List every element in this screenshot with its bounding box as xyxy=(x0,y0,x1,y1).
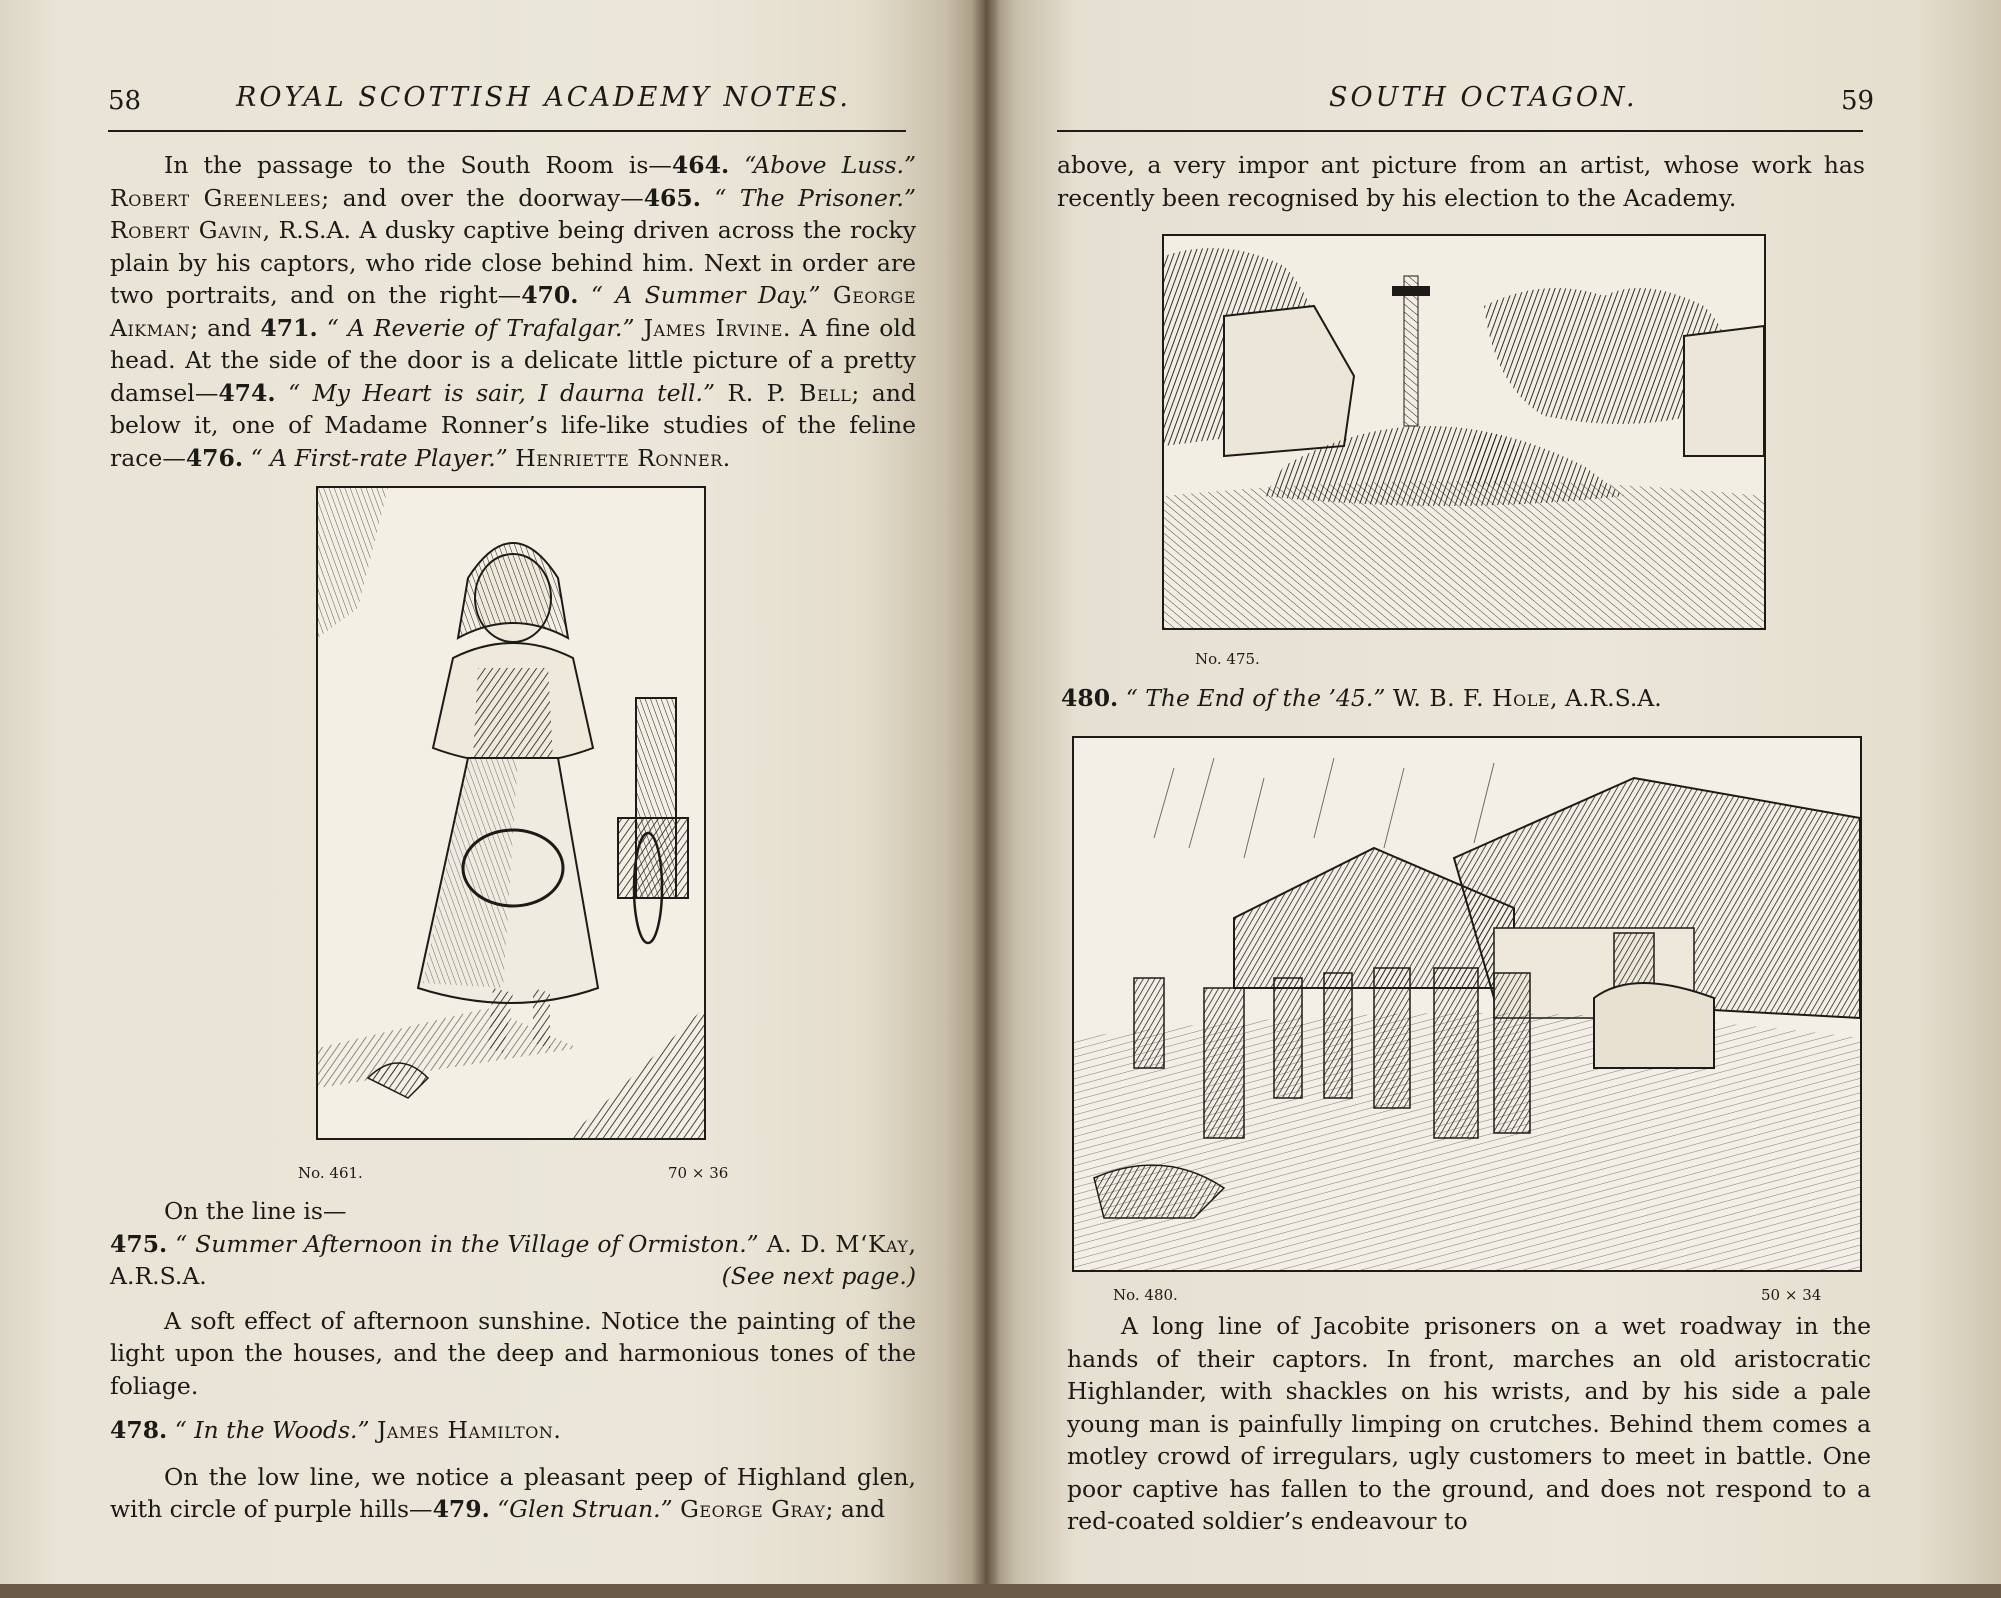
right-page xyxy=(985,0,2001,1598)
book-gutter xyxy=(972,0,1000,1598)
jacobite-prisoners-engraving xyxy=(1074,738,1860,1270)
caption-dimensions: 50 × 34 xyxy=(1761,1286,1822,1304)
caption-number: No. 461. xyxy=(298,1164,363,1182)
page-number: 58 xyxy=(108,86,142,116)
left-page xyxy=(0,0,985,1598)
paragraph-475: A soft effect of afternoon sunshine. Notice the painting of the light upon the houses, and the deep and harmonious tones of the foliage. xyxy=(110,1306,916,1400)
illustration-475 xyxy=(1162,234,1766,630)
illustration-461 xyxy=(316,486,706,1140)
caption-dimensions: 70 × 36 xyxy=(668,1164,729,1182)
header-rule xyxy=(108,130,906,132)
entry-478: 478. “ In the Woods.” James Hamilton. xyxy=(110,1416,561,1444)
paragraph-464-476: In the passage to the South Room is—464. “Above Luss.” Robert Greenlees; and over the doorway—465. “ The Prisoner.” Robert Gavin, R.S.A. A dusky captive being driven across the rocky plain by his captors, who ride close behind him. Next in order are two portraits, and on the right—470. “ A Summer Day.” George Aikman; and 471. “ A Reverie of Trafalgar.” James Irvine. A fine old head. At the side of the door is a delicate little picture of a pretty damsel—474. “ My Heart is sair, I daurna tell.” R. P. Bell; and below it, one of Madame Ronner’s life-like studies of the feline race—476. “ A First-rate Player.” Henriette Ronner. xyxy=(110,151,917,472)
entry-475: 475. “ Summer Afternoon in the Village of Ormiston.” A. D. M‘Kay, A.R.S.A. (See next page.) xyxy=(110,1229,916,1290)
paragraph-480: A long line of Jacobite prisoners on a wet roadway in the hands of their captors. In front, marches an old aristocratic Highlander, with shackles on his wrists, and by his side a pale young man is painfully limping on crutches. Behind them comes a motley crowd of irregulars, ugly customers to meet in battle. One poor captive has fallen to the ground, and does not respond to a red-coated soldier’s endeavour to xyxy=(1067,1312,1871,1535)
on-the-line-text: On the line is— xyxy=(164,1197,347,1225)
paragraph-479: On the low line, we notice a pleasant peep of Highland glen, with circle of purple hills—479. “Glen Struan.” George Gray; and xyxy=(110,1462,916,1523)
caption-number: No. 480. xyxy=(1113,1286,1178,1304)
caption-number: No. 475. xyxy=(1195,650,1260,668)
page-number: 59 xyxy=(1841,86,1875,116)
header-rule xyxy=(1057,130,1863,132)
section-on-the-line xyxy=(110,1195,916,1526)
page-bottom-edge xyxy=(0,1584,2001,1598)
illustration-480 xyxy=(1072,736,1862,1272)
running-head: SOUTH OCTAGON. xyxy=(1329,82,1638,113)
paragraph-top: above, a very impor ant picture from an artist, whose work has recently been recognised by his election to the Academy. xyxy=(1057,151,1865,212)
entry-480: 480. “ The End of the ’45.” W. B. F. Hole, A.R.S.A. xyxy=(1061,684,1662,712)
village-cross-engraving xyxy=(1164,236,1764,628)
damsel-engraving xyxy=(318,488,704,1138)
running-head: ROYAL SCOTTISH ACADEMY NOTES. xyxy=(236,82,851,113)
